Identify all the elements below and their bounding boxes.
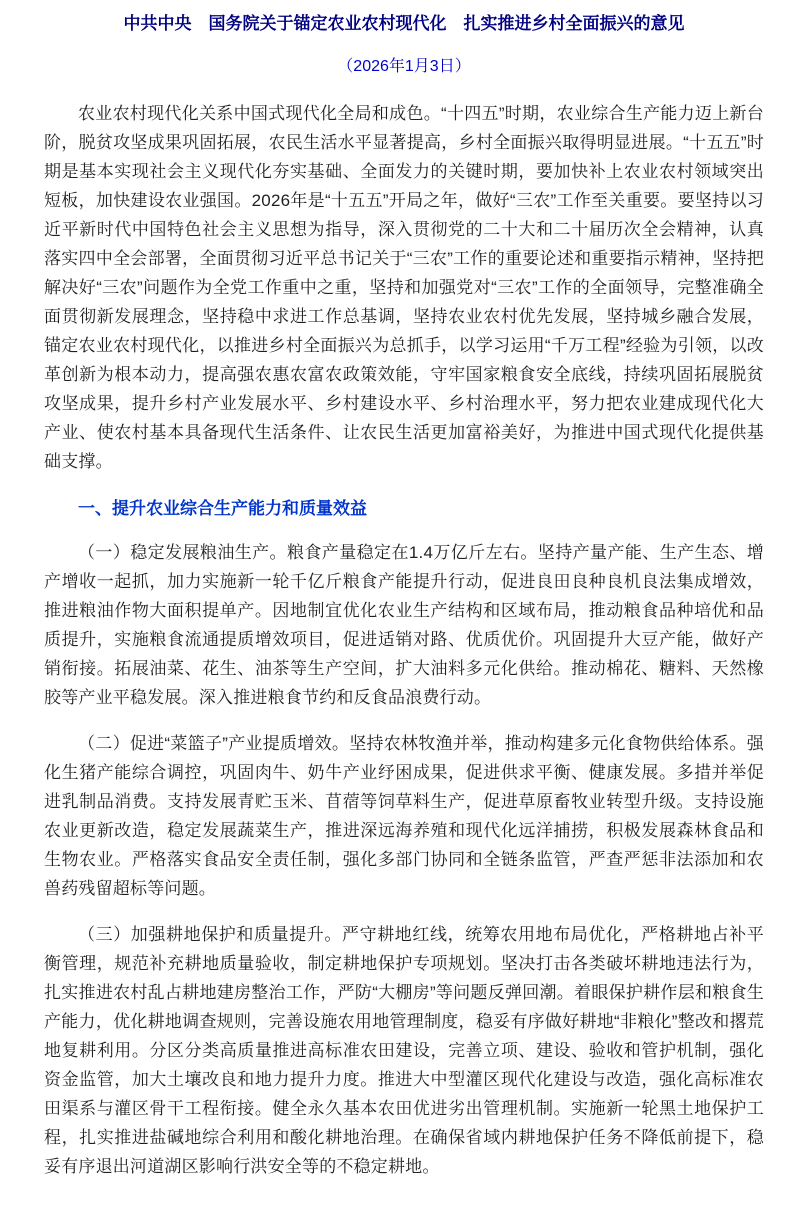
paragraph-item-1: （一）稳定发展粮油生产。粮食产量稳定在1.4万亿斤左右。坚持产量产能、生产生态、增产增收一起抓，加力实施新一轮千亿斤粮食产能提升行动，促进良田良种良机良法集成增效，推进粮油作物大面积提单产。因地制宜优化农业生产结构和区域布局，推动粮食品种培优和品质提升，实施粮食流通提质增效项目，促进适销对路、优质优价。巩固提升大豆产能，做好产销衔接。拓展油菜、花生、油茶等生产空间，扩大油料多元化供给。推动棉花、糖料、天然橡胶等产业平稳发展。深入推进粮食节约和反食品浪费行动。 (44, 543, 764, 707)
intro-paragraph: 农业农村现代化关系中国式现代化全局和成色。“十四五”时期，农业综合生产能力迈上新台阶，脱贫攻坚成果巩固拓展，农民生活水平显著提高，乡村全面振兴取得明显进展。“十五五”时期是基本实现社会主义现代化夯实基础、全面发力的关键时期，要加快补上农业农村领域突出短板，加快建设农业强国。2026年是“十五五”开局之年，做好“三农”工作至关重要。要坚持以习近平新时代中国特色社会主义思想为指导，深入贯彻党的二十大和二十届历次全会精神，认真落实四中全会部署，全面贯彻习近平总书记关于“三农”工作的重要论述和重要指示精神，坚持把解决好“三农”问题作为全党工作重中之重，坚持和加强党对“三农”工作的全面领导，完整准确全面贯彻新发展理念，坚持稳中求进工作总基调，坚持农业农村优先发展，坚持城乡融合发展，锚定农业农村现代化，以推进乡村全面振兴为总抓手，以学习运用“千万工程”经验为引领，以改革创新为根本动力，提高强农惠农富农政策效能，守牢国家粮食安全底线，持续巩固拓展脱贫攻坚成果，提升乡村产业发展水平、乡村建设水平、乡村治理水平，努力把农业建成现代化大产业、使农村基本具备现代生活条件、让农民生活更加富裕美好，为推进中国式现代化提供基础支撑。 (44, 104, 764, 471)
document-date-line: （2026年1月3日） (337, 58, 471, 75)
paragraph-item-3: （三）加强耕地保护和质量提升。严守耕地红线，统筹农用地布局优化，严格耕地占补平衡管理，规范补充耕地质量验收，制定耕地保护专项规划。坚决打击各类破坏耕地违法行为，扎实推进农村乱占耕地建房整治工作，严防“大棚房”等问题反弹回潮。着眼保护耕作层和粮食生产能力，优化耕地调查规则，完善设施农用地管理制度，稳妥有序做好耕地“非粮化”整改和撂荒地复耕利用。分区分类高质量推进高标准农田建设，完善立项、建设、验收和管护机制，强化资金监管，加大土壤改良和地力提升力度。推进大中型灌区现代化建设与改造，强化高标准农田渠系与灌区骨干工程衔接。健全永久基本农田优进劣出管理机制。实施新一轮黑土地保护工程，扎实推进盐碱地综合利用和酸化耕地治理。在确保省域内耕地保护任务不降低前提下，稳妥有序退出河道湖区影响行洪安全等的不稳定耕地。 (44, 925, 764, 1176)
paragraph-item-2: （二）促进“菜篮子”产业提质增效。坚持农林牧渔并举，推动构建多元化食物供给体系。强化生猪产能综合调控，巩固肉牛、奶牛产业纾困成果，促进供求平衡、健康发展。多措并举促进乳制品消费。支持发展青贮玉米、苜蓿等饲草料生产，促进草原畜牧业转型升级。支持设施农业更新改造，稳定发展蔬菜生产，推进深远海养殖和现代化远洋捕捞，积极发展森林食品和生物农业。严格落实食品安全责任制，强化多部门协同和全链条监管，严查严惩非法添加和农兽药残留超标等问题。 (44, 734, 764, 898)
section-heading-1: 一、提升农业综合生产能力和质量效益 (78, 499, 367, 518)
document-title: 中共中央 国务院关于锚定农业农村现代化 扎实推进乡村全面振兴的意见 (123, 14, 685, 33)
